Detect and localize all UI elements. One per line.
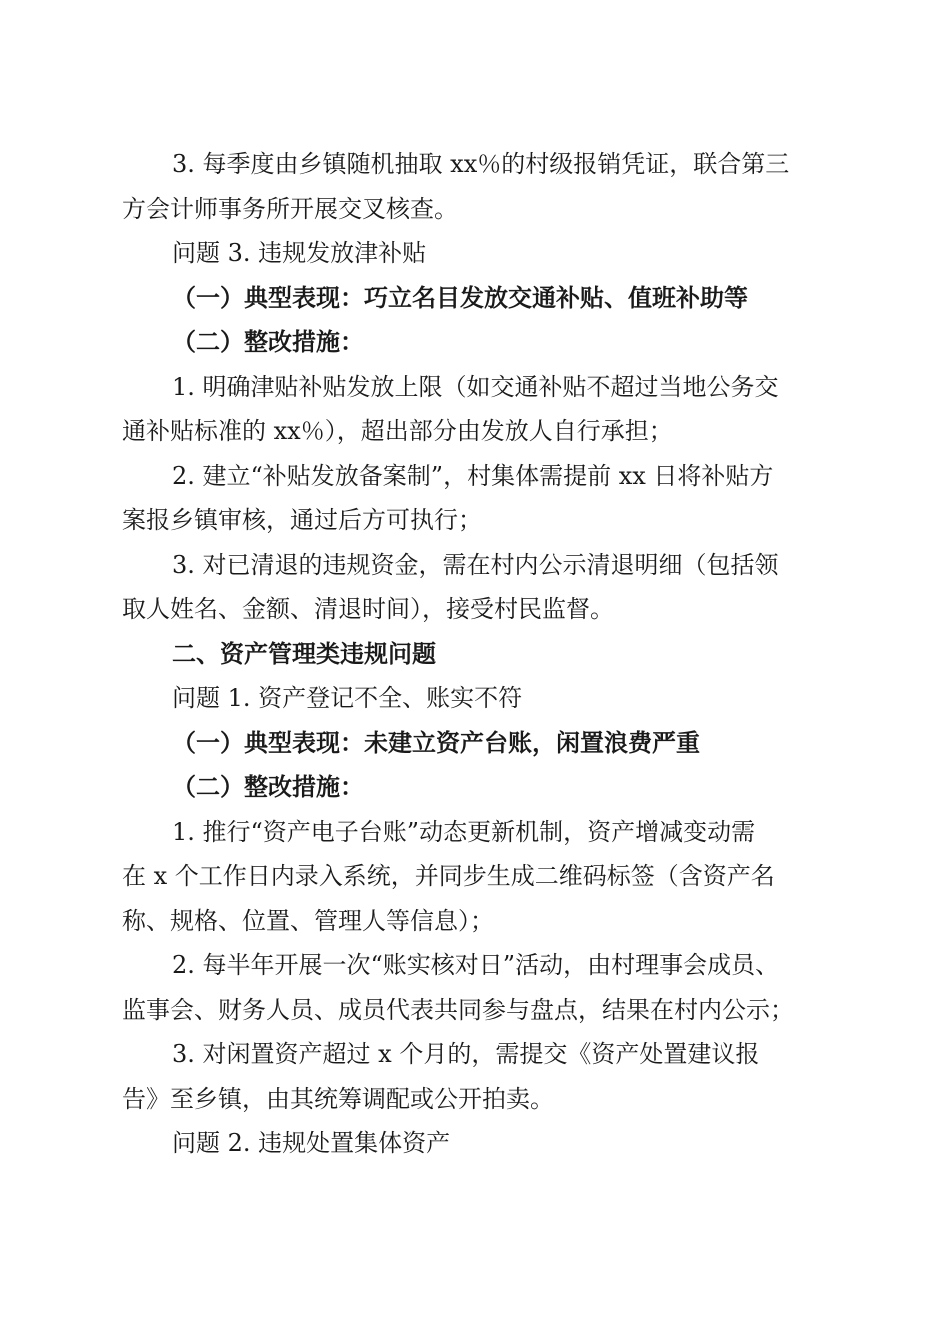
- paragraph-line: 2. 建立“补贴发放备案制”，村集体需提前 xx 日将补贴方: [172, 462, 774, 490]
- paragraph-line: 称、规格、位置、管理人等信息）；: [122, 907, 494, 935]
- subsection-heading: （一）典型表现：巧立名目发放交通补贴、值班补助等: [172, 283, 748, 312]
- paragraph-line: 3. 对闲置资产超过 x 个月的，需提交《资产处置建议报: [172, 1040, 760, 1068]
- paragraph-line: 1. 推行“资产电子台账”动态更新机制，资产增减变动需: [172, 818, 756, 846]
- paragraph-line: 在 x 个工作日内录入系统，并同步生成二维码标签（含资产名: [122, 862, 775, 890]
- issue-heading: 问题 1. 资产登记不全、账实不符: [172, 684, 523, 712]
- paragraph-line: 3. 每季度由乡镇随机抽取 xx％的村级报销凭证，联合第三: [172, 150, 790, 178]
- subsection-heading: （二）整改措施：: [172, 327, 364, 356]
- paragraph-line: 方会计师事务所开展交叉核查。: [122, 195, 458, 223]
- issue-heading: 问题 3. 违规发放津补贴: [172, 239, 427, 267]
- subsection-heading: （二）整改措施：: [172, 772, 364, 801]
- issue-heading: 问题 2. 违规处置集体资产: [172, 1129, 451, 1157]
- paragraph-line: 监事会、财务人员、成员代表共同参与盘点，结果在村内公示；: [122, 996, 794, 1024]
- paragraph-line: 取人姓名、金额、清退时间），接受村民监督。: [122, 595, 614, 623]
- subsection-heading: （一）典型表现：未建立资产台账，闲置浪费严重: [172, 728, 700, 757]
- paragraph-line: 告》至乡镇，由其统筹调配或公开拍卖。: [122, 1085, 554, 1113]
- paragraph-line: 通补贴标准的 xx％），超出部分由发放人自行承担；: [122, 417, 673, 445]
- paragraph-line: 案报乡镇审核，通过后方可执行；: [122, 506, 482, 534]
- paragraph-line: 2. 每半年开展一次“账实核对日”活动，由村理事会成员、: [172, 951, 780, 979]
- paragraph-line: 1. 明确津贴补贴发放上限（如交通补贴不超过当地公务交: [172, 373, 779, 401]
- paragraph-line: 3. 对已清退的违规资金，需在村内公示清退明细（包括领: [172, 551, 779, 579]
- section-heading: 二、资产管理类违规问题: [172, 640, 436, 668]
